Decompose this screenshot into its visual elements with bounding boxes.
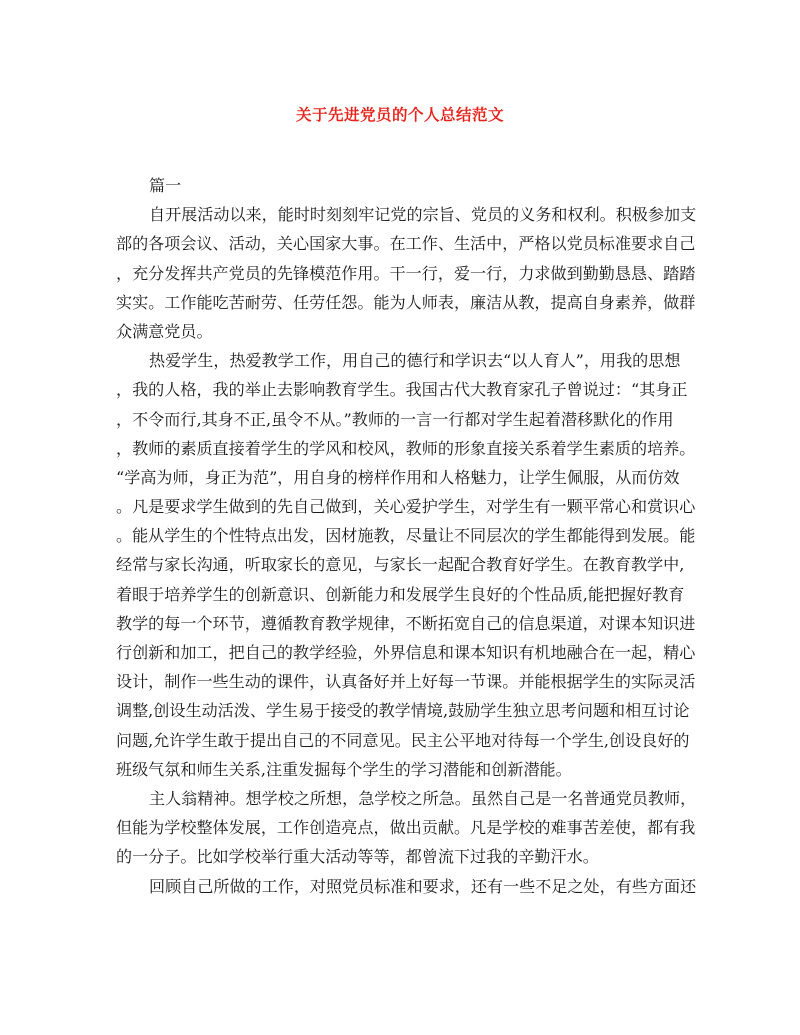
text-line: 行创新和加工，把自己的教学经验，外界信息和课本知识有机地融合在一起，精心 (116, 643, 696, 662)
document-title: 关于先进党员的个人总结范文 (295, 105, 504, 124)
text-line: 主人翁精神。想学校之所想，急学校之所急。虽然自己是一名普通党员教师， (149, 788, 697, 808)
text-line: 的一分子。比如学校举行重大活动等等，都曾流下过我的辛勤汗水。 (116, 847, 599, 867)
text-line: 。凡是要求学生做到的先自己做到，关心爱护学生，对学生有一颗平常心和赏识心 (116, 497, 696, 517)
text-line: 经常与家长沟通，听取家长的意见，与家长一起配合教育好学生。在教育教学中, (116, 555, 685, 575)
text-line: “学高为师，身正为范”，用自身的榜样作用和人格魅力，让学生佩服，从而仿效 (116, 467, 680, 487)
text-line: ，充分发挥共产党员的先锋模范作用。干一行，爱一行，力求做到勤勤恳恳、踏踏 (116, 263, 696, 283)
text-line: 教学的每一个环节，遵循教育教学规律，不断拓宽自己的信息渠道，对课本知识进 (116, 613, 696, 633)
document-body (116, 171, 697, 901)
text-line: 热爱学生，热爱教学工作，用自己的德行和学识去“以人育人”，用我的思想 (149, 351, 681, 371)
text-line: 问题,允许学生敢于提出自己的不同意见。民主公平地对待每一个学生,创设良好的 (116, 730, 690, 750)
text-line: 自开展活动以来，能时时刻刻牢记党的宗旨、党员的义务和权利。积极参加支 (149, 205, 697, 225)
text-line: 调整,创设生动活泼、学生易于接受的教学情境,鼓励学生独立思考问题和相互讨论 (116, 701, 690, 721)
text-line: 众满意党员。 (116, 321, 213, 341)
text-line: 实实。工作能吃苦耐劳、任劳任怨。能为人师表，廉洁从教，提高自身素养，做群 (116, 292, 696, 312)
text-line: ，不令而行,其身不正,虽令不从。”教师的一言一行都对学生起着潜移默化的作用 (116, 409, 674, 429)
text-line: 回顾自己所做的工作，对照党员标准和要求，还有一些不足之处，有些方面还 (149, 876, 697, 896)
text-line: 篇一 (149, 176, 182, 195)
text-line: 部的各项会议、活动，关心国家大事。在工作、生活中，严格以党员标准要求自己 (116, 234, 696, 254)
text-line: 设计，制作一些生动的课件，认真备好并上好每一节课。并能根据学生的实际灵活 (116, 672, 696, 692)
text-line: 。能从学生的个性特点出发，因材施教，尽量让不同层次的学生都能得到发展。能 (116, 526, 696, 546)
text-line: 着眼于培养学生的创新意识、创新能力和发展学生良好的个性品质,能把握好教育 (116, 584, 685, 604)
text-line: ，我的人格，我的举止去影响教育学生。我国古代大教育家孔子曾说过：“其身正 (116, 380, 688, 400)
text-line: ，教师的素质直接着学生的学风和校风，教师的形象直接关系着学生素质的培养。 (116, 438, 696, 458)
text-line: 班级气氛和师生关系,注重发掘每个学生的学习潜能和创新潜能。 (116, 759, 572, 779)
text-line: 但能为学校整体发展，工作创造亮点，做出贡献。凡是学校的难事苦差使，都有我 (116, 818, 696, 838)
